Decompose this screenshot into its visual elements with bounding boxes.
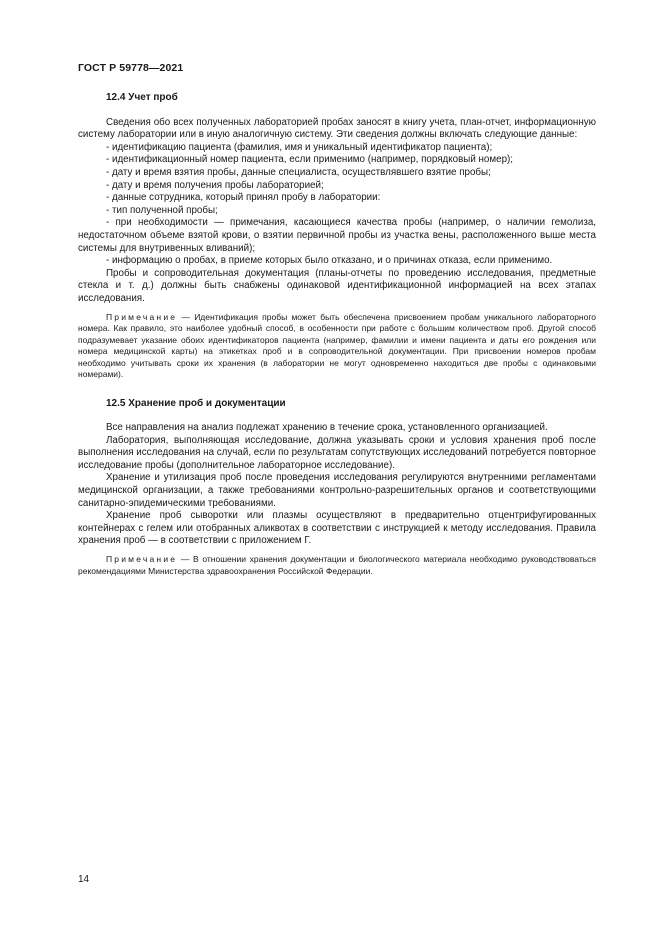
list-item: - тип полученной пробы; [106, 204, 218, 216]
page-number: 14 [78, 874, 90, 885]
note-12-4 [78, 312, 596, 381]
document-body [78, 92, 596, 577]
section-12-4-closing: Пробы и сопроводительная документация (планы-отчеты по проведению исследования, предметные стекла и т. д.) должны быть снабжены одинаковой идентификационной информацией на всех этапах исследования. [78, 267, 596, 304]
list-item: - идентификацию пациента (фамилия, имя и уникальный идентификатор пациента); [106, 141, 493, 153]
section-12-5-paragraph: Хранение и утилизация проб после проведения исследования регулируются внутренними регламентами медицинской организации, а также требованиями контрольно-разрешительных органов и соответствующими санитарно-эпидемическими требованиями. [78, 472, 596, 509]
note-text: — Идентификация пробы может быть обеспечена присвоением пробам уникального лабораторного номера. Как правило, это наиболее удобный способ, в особенности при работе с большим количеством проб. Другой способ подразумевает указание обоих идентификаторов пациента (например, фамилии и имени пациента и даты его рождения или номера медицинской карты) на этикетках проб и в сопроводительной документации. При присвоении номеров пробам необходимо учитывать сроки их хранения (в лаборатории не могут одновременно находиться две пробы с одинаковыми номерами). [78, 311, 596, 379]
list-item: - при необходимости — примечания, касающиеся качества пробы (например, о наличии гемолиза, недостаточном объеме взятой крови, о взятии первичной пробы из участка вены, расположенного выше места системы для внутривенных вливаний); [78, 217, 596, 254]
list-item: - идентификационный номер пациента, если применимо (например, порядковый номер); [106, 154, 513, 166]
standard-code: ГОСТ Р 59778—2021 [78, 62, 184, 74]
section-12-5-paragraph: Лаборатория, выполняющая исследование, должна указывать сроки и условия хранения проб после выполнения исследования на случай, если по результатам сопутствующих исследований потребуется повторное исследование пробы (дополнительное лабораторное исследование). [78, 434, 596, 471]
list-item: - данные сотрудника, который принял пробу в лаборатории: [106, 192, 381, 204]
section-heading-12-4: 12.4 Учет проб [106, 92, 178, 103]
section-heading-12-5: 12.5 Хранение проб и документации [106, 397, 286, 409]
note-12-5 [78, 554, 596, 577]
list-item: - информацию о пробах, в приеме которых было отказано, и о причинах отказа, если применимо. [106, 255, 553, 267]
section-12-5-paragraph: Все направления на анализ подлежат хранению в течение срока, установленного организацией. [106, 422, 548, 434]
section-12-5-paragraph: Хранение проб сыворотки или плазмы осуществляют в предварительно отцентрифугированных контейнерах с гелем или отобранных аликвотах в соответствии с инструкцией к методу исследования. Правила хранения проб — в соответствии с приложением Г. [78, 510, 596, 547]
section-12-4-intro: Сведения обо всех полученных лабораторией пробах заносят в книгу учета, план-отчет, информационную систему лаборатории или в иную аналогичную систему. Эти сведения должны включать следующие данные: [78, 116, 596, 141]
data-list [78, 142, 596, 268]
note-label: Примечание [106, 554, 178, 565]
list-item: - дату и время взятия пробы, данные специалиста, осуществлявшего взятие пробы; [106, 166, 491, 178]
note-label: Примечание [106, 311, 178, 322]
list-item: - дату и время получения пробы лабораторией; [106, 179, 324, 191]
note-text: — В отношении хранения документации и биологического материала необходимо руководствоваться рекомендациями Министерства здравоохранения Российской Федерации. [78, 554, 596, 576]
